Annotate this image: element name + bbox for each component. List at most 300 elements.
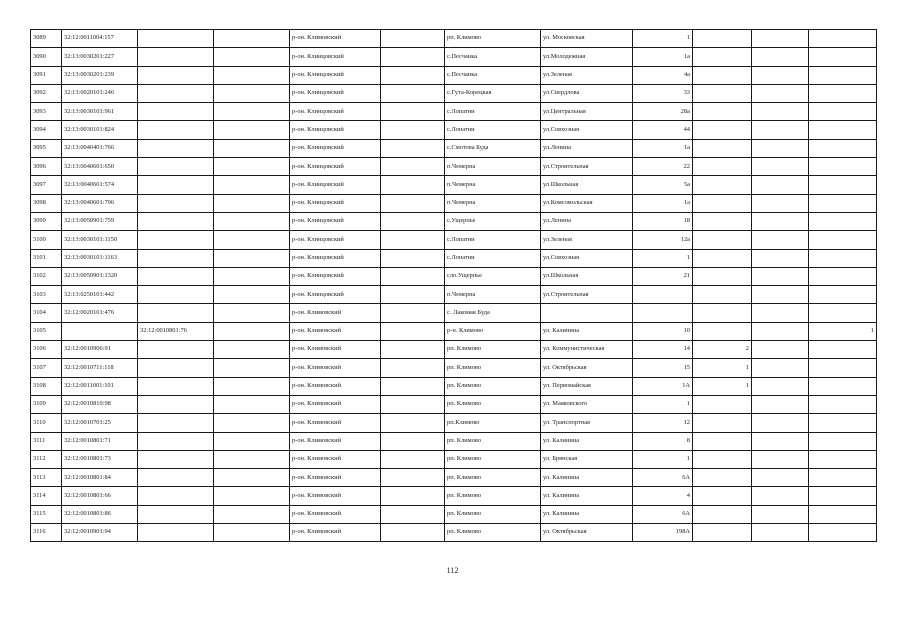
cell-row-number: 3113 [31,469,62,487]
table-row [31,377,877,395]
cell-street: ул.Свердлова [541,84,633,102]
cell-extra-2 [752,359,809,377]
cell-cadastral-number: 32:13:0040601:650 [62,158,138,176]
cell-district: р-он. Климовский [290,487,381,505]
cell-row-number: 3096 [31,158,62,176]
cell-cadastral-number: 32:13:0030101:1163 [62,249,138,267]
cell-street: ул.Зеленая [541,231,633,249]
cell-cadastral-number-alt [138,359,214,377]
cell-extra-2 [752,84,809,102]
table-row [31,341,877,359]
cell-settlement: сло.Ущерпье [445,267,541,285]
cell-extra-2 [752,231,809,249]
cell-extra-2 [752,341,809,359]
cell-street: ул. Транспортная [541,414,633,432]
cell-cadastral-number-alt [138,505,214,523]
cell-settlement: с.Лопатни [445,103,541,121]
cell-extra-3 [809,505,877,523]
cell-cadastral-number-alt [138,469,214,487]
cell-settlement: с.Лопатни [445,249,541,267]
cell-extra-3 [809,377,877,395]
cell-cadastral-number: 32:13:0030201:239 [62,66,138,84]
cell-extra-3: 1 [809,322,877,340]
cell-cadastral-number-alt [138,286,214,304]
cell-settlement: с.Лопатни [445,121,541,139]
cell-extra-1 [693,212,752,230]
cell-extra-1 [693,487,752,505]
cell-street: ул. Первомайская [541,377,633,395]
cell-extra-3 [809,359,877,377]
cell-extra-2 [752,103,809,121]
cell-empty-col [214,30,290,48]
cell-district: р-он. Климовский [290,359,381,377]
cell-extra-1 [693,139,752,157]
cell-cadastral-number-alt: 32:12:0010801:76 [138,322,214,340]
cell-settlement: п.Чемерна [445,194,541,212]
cell-cadastral-number [62,322,138,340]
cell-extra-3 [809,158,877,176]
cell-row-number: 3090 [31,48,62,66]
cell-settlement: с.Смотова Буда [445,139,541,157]
cell-extra-1 [693,469,752,487]
cell-district: р-он. Клинцовский [290,139,381,157]
cell-empty-col-2 [381,395,445,413]
cell-empty-col [214,158,290,176]
cell-cadastral-number: 32:13:0030101:961 [62,103,138,121]
cell-street: ул. Калинина [541,487,633,505]
cell-cadastral-number: 32:13:0250101:442 [62,286,138,304]
cell-extra-1 [693,84,752,102]
cell-extra-3 [809,84,877,102]
cell-row-number: 3116 [31,524,62,542]
cell-empty-col-2 [381,469,445,487]
table-row [31,84,877,102]
cell-house-number: 1а [633,139,693,157]
cell-district: р-он. Климовский [290,304,381,322]
cell-street: ул.Ленина [541,212,633,230]
cell-empty-col-2 [381,66,445,84]
cell-cadastral-number: 32:12:0010810:98 [62,395,138,413]
cell-empty-col-2 [381,267,445,285]
cell-extra-3 [809,469,877,487]
cell-district: р-он. Клинцовский [290,267,381,285]
cell-extra-1 [693,395,752,413]
cell-house-number: 1а [633,48,693,66]
cell-extra-2 [752,176,809,194]
cell-house-number: 198А [633,524,693,542]
cell-row-number: 3103 [31,286,62,304]
cell-empty-col [214,395,290,413]
cell-district: р-он. Климовский [290,505,381,523]
cell-district: р-он. Клинцовский [290,286,381,304]
cell-extra-1 [693,30,752,48]
cell-house-number: 1 [633,450,693,468]
cell-empty-col-2 [381,249,445,267]
cell-district: р-он. Климовский [290,322,381,340]
cell-cadastral-number-alt [138,432,214,450]
cell-extra-3 [809,304,877,322]
cell-cadastral-number-alt [138,158,214,176]
cell-empty-col-2 [381,414,445,432]
table-row [31,176,877,194]
cell-extra-1 [693,304,752,322]
cell-extra-2 [752,469,809,487]
cell-house-number: 12а [633,231,693,249]
cell-cadastral-number-alt [138,450,214,468]
cell-row-number: 3091 [31,66,62,84]
cell-row-number: 3114 [31,487,62,505]
cell-street: ул. Брянская [541,450,633,468]
cell-extra-2 [752,30,809,48]
cell-extra-1: 1 [693,359,752,377]
cell-cadastral-number-alt [138,249,214,267]
cell-empty-col [214,524,290,542]
cell-cadastral-number-alt [138,212,214,230]
cell-settlement: рп. Климово [445,432,541,450]
table-row [31,505,877,523]
cell-empty-col [214,377,290,395]
cell-street: ул.Школьная [541,267,633,285]
cell-district: р-он. Климовский [290,524,381,542]
cell-cadastral-number-alt [138,395,214,413]
cell-empty-col [214,84,290,102]
cell-cadastral-number-alt [138,30,214,48]
cell-settlement: рп. Климово [445,30,541,48]
cell-extra-1 [693,121,752,139]
cell-row-number: 3106 [31,341,62,359]
table-row [31,158,877,176]
cell-district: р-он. Клинцовский [290,66,381,84]
cell-cadastral-number: 32:12:0011004:157 [62,30,138,48]
cell-street: ул. Маяковского [541,395,633,413]
cell-settlement: рп. Климово [445,395,541,413]
table-row [31,487,877,505]
table-row [31,524,877,542]
cell-empty-col [214,267,290,285]
cell-street: ул. Коммунистическая [541,341,633,359]
cell-settlement: рп. Климово [445,524,541,542]
cell-extra-3 [809,267,877,285]
cell-empty-col-2 [381,432,445,450]
cell-settlement: рп. Климово [445,341,541,359]
cell-empty-col-2 [381,286,445,304]
cell-house-number: 1А [633,377,693,395]
cell-cadastral-number-alt [138,341,214,359]
cell-cadastral-number: 32:12:0020101:476 [62,304,138,322]
cell-extra-2 [752,194,809,212]
cell-extra-1 [693,103,752,121]
cell-extra-3 [809,487,877,505]
cell-cadastral-number: 32:12:0010801:73 [62,450,138,468]
cell-house-number: 15 [633,359,693,377]
cell-extra-2 [752,395,809,413]
cell-extra-3 [809,48,877,66]
cell-cadastral-number: 32:13:0050901:1320 [62,267,138,285]
table-row [31,231,877,249]
cell-cadastral-number: 32:13:0030201:227 [62,48,138,66]
cell-cadastral-number: 32:12:0010906:91 [62,341,138,359]
cell-cadastral-number: 32:12:0010801:84 [62,469,138,487]
cell-settlement: с. Лакомая Буда [445,304,541,322]
cell-cadastral-number: 32:12:0010801:86 [62,505,138,523]
cell-extra-2 [752,66,809,84]
cell-empty-col [214,194,290,212]
cell-extra-3 [809,524,877,542]
cell-district: р-он. Клинцовский [290,231,381,249]
cell-house-number: 1 [633,249,693,267]
cell-street: ул.Строительная [541,286,633,304]
cell-extra-3 [809,212,877,230]
cell-extra-2 [752,48,809,66]
cell-cadastral-number-alt [138,139,214,157]
page-number: 112 [446,566,459,575]
cell-extra-1 [693,267,752,285]
cell-extra-3 [809,231,877,249]
cell-row-number: 3097 [31,176,62,194]
cell-house-number: 8 [633,432,693,450]
table-row [31,103,877,121]
cell-extra-3 [809,395,877,413]
cell-street [541,304,633,322]
table-row [31,432,877,450]
cell-empty-col-2 [381,103,445,121]
cell-street: ул. Калинина [541,432,633,450]
table-row [31,450,877,468]
cell-extra-2 [752,139,809,157]
cell-district: р-он. Климовский [290,450,381,468]
cell-extra-3 [809,121,877,139]
cell-row-number: 3100 [31,231,62,249]
cell-extra-2 [752,505,809,523]
cell-extra-1 [693,231,752,249]
cell-cadastral-number-alt [138,414,214,432]
cell-empty-col [214,139,290,157]
cell-district: р-он. Климовский [290,432,381,450]
cell-empty-col [214,103,290,121]
cell-cadastral-number: 32:13:0040401:766 [62,139,138,157]
cell-cadastral-number-alt [138,176,214,194]
cell-house-number: 6А [633,469,693,487]
cell-empty-col [214,505,290,523]
cell-settlement: с.Песчанка [445,48,541,66]
cell-street: ул.Зеленая [541,66,633,84]
cell-extra-3 [809,30,877,48]
cell-cadastral-number: 32:13:0040601:796 [62,194,138,212]
cell-empty-col-2 [381,212,445,230]
cell-row-number: 3104 [31,304,62,322]
cell-row-number: 3089 [31,30,62,48]
table-row [31,66,877,84]
cell-district: р-он. Клинцовский [290,212,381,230]
cell-cadastral-number: 32:12:0010801:71 [62,432,138,450]
cell-house-number: 14 [633,341,693,359]
table-row [31,194,877,212]
cell-extra-2 [752,212,809,230]
cell-district: р-он. Клинцовский [290,48,381,66]
cell-empty-col-2 [381,377,445,395]
table-row [31,286,877,304]
cell-extra-1 [693,432,752,450]
cell-row-number: 3109 [31,395,62,413]
table-row [31,48,877,66]
cell-cadastral-number-alt [138,66,214,84]
cell-street: ул. Октябрьская [541,359,633,377]
cell-cadastral-number: 32:12:0011001:101 [62,377,138,395]
cell-row-number: 3101 [31,249,62,267]
cell-empty-col [214,121,290,139]
cell-house-number: 10 [633,322,693,340]
cell-row-number: 3092 [31,84,62,102]
cell-street: ул.Ленина [541,139,633,157]
cell-extra-1 [693,194,752,212]
cell-house-number: 6А [633,505,693,523]
cell-extra-2 [752,432,809,450]
cell-house-number: 1а [633,194,693,212]
cell-cadastral-number-alt [138,524,214,542]
cell-empty-col-2 [381,194,445,212]
cell-house-number: 21 [633,267,693,285]
cell-extra-1 [693,66,752,84]
cell-empty-col-2 [381,359,445,377]
cell-settlement: п.Чемерна [445,176,541,194]
cell-empty-col-2 [381,30,445,48]
cell-empty-col [214,231,290,249]
cell-extra-3 [809,286,877,304]
cell-street: ул. Октябрьская [541,524,633,542]
cell-extra-1 [693,286,752,304]
cell-empty-col [214,341,290,359]
cell-extra-3 [809,139,877,157]
cell-district: р-он. Климовский [290,469,381,487]
cell-extra-3 [809,176,877,194]
cell-cadastral-number-alt [138,84,214,102]
cell-row-number: 3110 [31,414,62,432]
cell-house-number: 12 [633,414,693,432]
cell-extra-3 [809,414,877,432]
cell-extra-1 [693,249,752,267]
cell-settlement: с.Гута-Корецкая [445,84,541,102]
cell-extra-2 [752,322,809,340]
cell-empty-col-2 [381,231,445,249]
table-row [31,322,877,340]
cell-house-number: 5а [633,176,693,194]
cell-settlement: п.Чемерна [445,286,541,304]
cell-empty-col [214,249,290,267]
cell-street: ул.Строительная [541,158,633,176]
cell-extra-2 [752,121,809,139]
cell-house-number: 4а [633,66,693,84]
cell-row-number: 3102 [31,267,62,285]
cell-district: р-он. Климовский [290,30,381,48]
cell-empty-col-2 [381,176,445,194]
cell-extra-1: 2 [693,341,752,359]
cell-district: р-он. Клинцовский [290,176,381,194]
cell-cadastral-number-alt [138,304,214,322]
cell-extra-1 [693,176,752,194]
cell-settlement: с.Ущерпье [445,212,541,230]
cell-extra-2 [752,487,809,505]
cell-cadastral-number-alt [138,377,214,395]
cell-extra-3 [809,103,877,121]
cell-extra-1 [693,450,752,468]
cell-extra-2 [752,158,809,176]
cell-street: ул. Московская [541,30,633,48]
cell-row-number: 3094 [31,121,62,139]
cell-row-number: 3095 [31,139,62,157]
cell-house-number: 1 [633,395,693,413]
cell-empty-col-2 [381,304,445,322]
cell-empty-col-2 [381,158,445,176]
cell-row-number: 3093 [31,103,62,121]
cell-row-number: 3107 [31,359,62,377]
cell-empty-col-2 [381,524,445,542]
cell-district: р-он. Клинцовский [290,249,381,267]
cell-empty-col-2 [381,487,445,505]
cell-extra-3 [809,450,877,468]
cell-house-number: 22 [633,158,693,176]
cell-street: ул.Совхозная [541,249,633,267]
cell-settlement: рп. Климово [445,505,541,523]
cell-extra-3 [809,66,877,84]
cell-district: р-он. Климовский [290,414,381,432]
cell-empty-col-2 [381,322,445,340]
cell-street: ул. Калинина [541,322,633,340]
cell-empty-col-2 [381,341,445,359]
property-register-table [30,29,877,542]
cell-row-number: 3108 [31,377,62,395]
cell-house-number: 33 [633,84,693,102]
cell-district: р-он. Климовский [290,377,381,395]
table-row [31,469,877,487]
cell-settlement: рп. Климово [445,450,541,468]
cell-house-number: 44 [633,121,693,139]
cell-settlement: с.Песчанка [445,66,541,84]
cell-extra-3 [809,194,877,212]
cell-empty-col [214,450,290,468]
cell-extra-2 [752,249,809,267]
cell-extra-3 [809,249,877,267]
table-row [31,267,877,285]
cell-settlement: рп. Климово [445,487,541,505]
cell-settlement: р-н. Климово [445,322,541,340]
cell-empty-col [214,286,290,304]
cell-row-number: 3115 [31,505,62,523]
cell-cadastral-number: 32:13:0030101:1150 [62,231,138,249]
table-row [31,395,877,413]
cell-house-number [633,304,693,322]
cell-extra-2 [752,377,809,395]
cell-empty-col [214,432,290,450]
cell-row-number: 3098 [31,194,62,212]
cell-row-number: 3112 [31,450,62,468]
cell-cadastral-number: 32:12:0010701:25 [62,414,138,432]
cell-district: р-он. Клинцовский [290,158,381,176]
cell-extra-1 [693,414,752,432]
cell-cadastral-number: 32:13:0020101:246 [62,84,138,102]
cell-settlement: рп. Климово [445,377,541,395]
cell-empty-col [214,48,290,66]
cell-empty-col-2 [381,121,445,139]
cell-settlement: рп.Климово [445,414,541,432]
cell-cadastral-number-alt [138,267,214,285]
cell-cadastral-number: 32:13:0050901:759 [62,212,138,230]
cell-cadastral-number-alt [138,48,214,66]
cell-district: р-он. Клинцовский [290,194,381,212]
cell-street: ул.Совхозная [541,121,633,139]
cell-empty-col [214,176,290,194]
cell-empty-col-2 [381,139,445,157]
table-row [31,139,877,157]
